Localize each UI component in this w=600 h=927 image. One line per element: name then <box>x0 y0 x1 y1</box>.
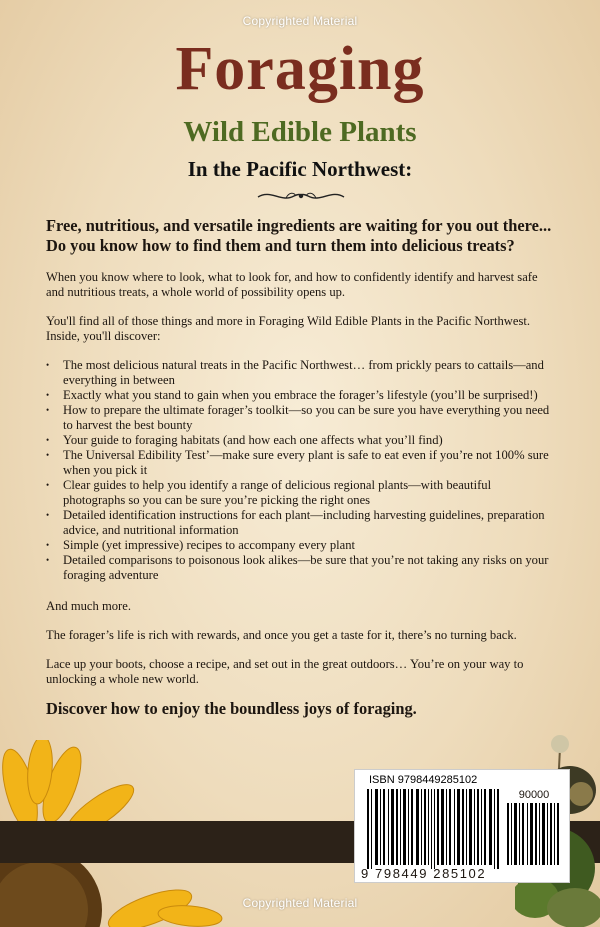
feature-list <box>46 358 554 583</box>
barcode-digits: 9 798449 285102 <box>361 866 487 881</box>
book-region: In the Pacific Northwest: <box>187 157 413 181</box>
book-title: Foraging <box>175 35 425 103</box>
list-item: • Simple (yet impressive) recipes to accompany every plant <box>46 538 554 553</box>
list-item: • The Universal Edibility Test’—make sure every plant is safe to eat even if you’re not 100% sure when you pick it <box>46 448 554 478</box>
list-item: • Exactly what you stand to gain when you embrace the forager’s lifestyle (you’ll be surprised!) <box>46 388 554 403</box>
barcode-panel <box>354 769 570 883</box>
list-item: • Your guide to foraging habitats (and how each one affects what you’ll find) <box>46 433 554 448</box>
list-item: • Clear guides to help you identify a range of delicious regional plants—with beautiful photographs so you can be sure you’re picking the right ones <box>46 478 554 508</box>
back-cover-copy <box>46 216 554 732</box>
list-item: • Detailed identification instructions for each plant—including harvesting guidelines, preparation advice, and nutritional information <box>46 508 554 538</box>
barcode-bars <box>367 789 559 869</box>
intro-paragraph: When you know where to look, what to look for, and how to confidently identify and harvest safe and nutritious treats, a whole world of possibility opens up. <box>46 270 538 299</box>
list-item: • The most delicious natural treats in the Pacific Northwest… from prickly pears to cattails—and everything in between <box>46 358 554 388</box>
book-subtitle: Wild Edible Plants <box>183 116 417 148</box>
isbn-label: ISBN 9798449285102 <box>369 774 478 786</box>
closing-line: Discover how to enjoy the boundless joys of foraging. <box>46 699 417 718</box>
flourish-ornament <box>256 187 346 205</box>
watermark-bottom: Copyrighted Material <box>242 896 358 910</box>
list-item: • Detailed comparisons to poisonous look alikes—be sure that you’re not taking any risks on your foraging adventure <box>46 553 554 583</box>
watermark-top: Copyrighted Material <box>242 14 358 28</box>
lead-question: Free, nutritious, and versatile ingredients are waiting for you out there... Do you know how to find them and turn them into delicious treats? <box>46 216 552 255</box>
lace-paragraph: Lace up your boots, choose a recipe, and set out in the great outdoors… You’re on your way to unlocking a whole new world. <box>46 657 524 686</box>
forager-paragraph: The forager’s life is rich with rewards, and once you get a taste for it, there’s no turning back. <box>46 628 517 642</box>
list-item: • How to prepare the ultimate forager’s toolkit—so you can be sure you have everything you need to harvest the best bounty <box>46 403 554 433</box>
price-code: 90000 <box>505 789 563 801</box>
discover-paragraph: You'll find all of those things and more in Foraging Wild Edible Plants in the Pacific Northwest. Inside, you'll discover: <box>46 314 531 343</box>
much-more: And much more. <box>46 599 131 613</box>
